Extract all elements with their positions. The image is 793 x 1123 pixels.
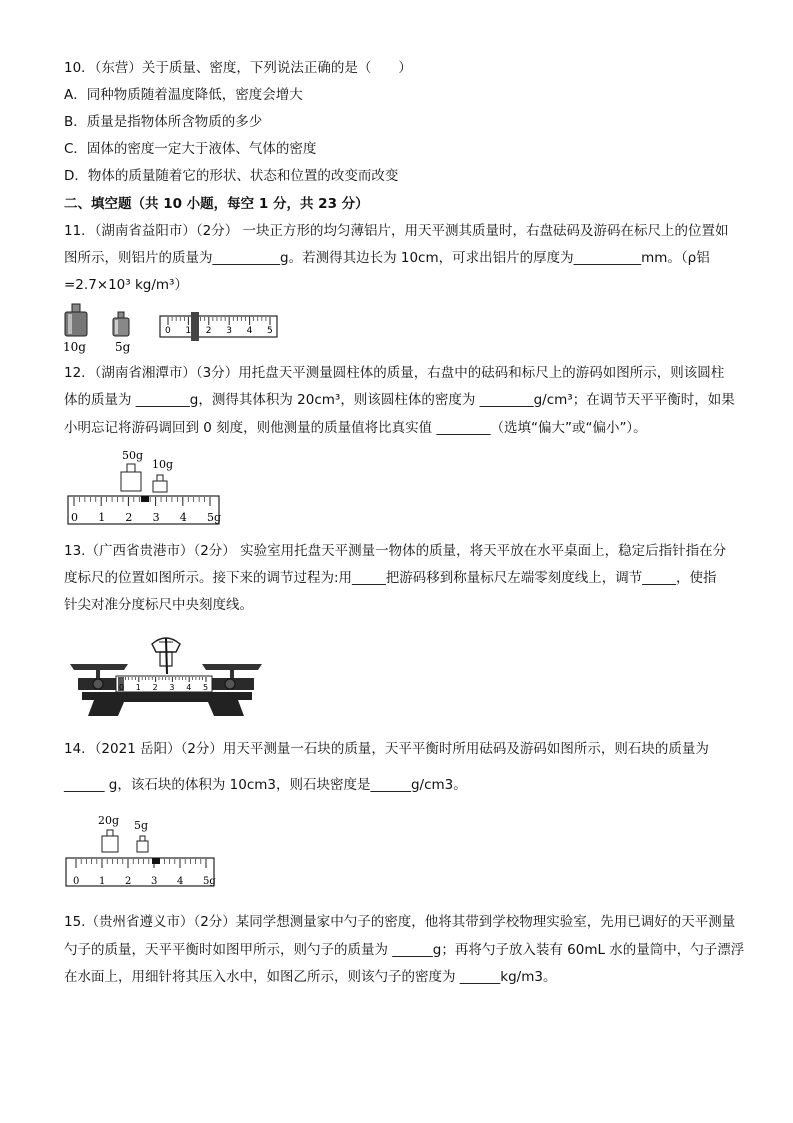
pointer xyxy=(166,638,167,674)
q13-line-1: 13.（广西省贵港市）（2分） 实验室用托盘天平测量一物体的质量，将天平放在水平桌面上，稳定后指针指在分 xyxy=(64,543,727,559)
scale-tick-label: 5g xyxy=(207,511,222,524)
weight-50g xyxy=(121,464,141,491)
q15-line-2: 勺子的质量，天平平衡时如图甲所示，则勺子的质量为 ______g；再将勺子放入装有 60mL 水的量筒中，勺子漂浮 xyxy=(64,942,745,958)
scale-tick-label: 1 xyxy=(99,876,106,887)
beam-scale xyxy=(116,676,212,692)
scale-tick-label: 4 xyxy=(186,683,192,692)
q11-line-3: =2.7×10³ kg/m³） xyxy=(64,277,188,293)
q12-figure xyxy=(64,444,224,528)
scale-tick-label: 5 xyxy=(267,326,273,336)
weight-10g xyxy=(65,304,87,336)
right-pan xyxy=(202,664,262,670)
q12-line-3: 小明忘记将游码调回到 0 刻度，则他测量的质量值将比真实值 ________（选填“偏大”或“偏小”）。 xyxy=(64,420,647,436)
q12-line-1: 12．（湖南省湘潭市）（3分）用托盘天平测量圆柱体的质量，右盘中的砝码和标尺上的游码如图所示，则该圆柱 xyxy=(64,365,725,381)
q15-line-1: 15.（贵州省遵义市）（2分）某同学想测量家中勺子的密度，他将其带到学校物理实验室，先用已调好的天平测量 xyxy=(64,914,736,930)
weight-label-50g: 50g xyxy=(122,449,144,462)
section-title: 二、填空题（共 10 小题，每空 1 分，共 23 分） xyxy=(64,196,369,212)
q14-line-2: ______ g，该石块的体积为 10cm3，则石块密度是______g/cm3。 xyxy=(64,777,467,793)
rider xyxy=(141,496,149,502)
scale-tick-label: 2 xyxy=(125,511,133,524)
q10-option-c: C．固体的密度一定大于液体、气体的密度 xyxy=(64,141,317,157)
weight-20g xyxy=(102,830,118,852)
weight-label-5g: 5g xyxy=(115,340,131,354)
scale-tick-label: 3 xyxy=(151,876,158,887)
q12-scale xyxy=(68,496,221,524)
scale-tick-label: 3 xyxy=(226,326,232,336)
scale-tick-label: 4 xyxy=(179,511,187,524)
scale-tick-label: 1 xyxy=(98,511,106,524)
scale-tick-label: 2 xyxy=(205,326,212,336)
q10-stem: 10．（东营）关于质量、密度，下列说法正确的是（ ） xyxy=(64,60,412,76)
q13-line-3: 针尖对准分度标尺中央刻度线。 xyxy=(64,597,253,613)
q10-option-a: A．同种物质随着温度降低，密度会增大 xyxy=(64,87,303,103)
right-nut xyxy=(225,679,235,689)
q10-option-b: B．质量是指物体所含物质的多少 xyxy=(64,114,263,130)
q14-scale xyxy=(66,858,216,887)
scale-tick-label: 1 xyxy=(135,683,141,692)
scale-tick-label: 2 xyxy=(125,876,132,887)
scale-tick-label: 4 xyxy=(177,876,184,887)
scale-tick-label: 5g xyxy=(203,876,216,887)
q11-figure xyxy=(60,302,290,354)
q14-figure xyxy=(64,812,220,892)
q11-line-1: 11．（湖南省益阳市）（2分） 一块正方形的均匀薄铝片，用天平测其质量时，右盘砝码及游码在标尺上的位置如 xyxy=(64,223,729,239)
scale-tick-label: 3 xyxy=(152,511,160,524)
weight-10g xyxy=(153,475,167,492)
q10-option-d: D．物体的质量随着它的形状、状态和位置的改变而改变 xyxy=(64,168,399,184)
scale-tick-label: 1 xyxy=(185,326,192,336)
scale-tick-label: 4 xyxy=(246,326,253,336)
weight-label-10g: 10g xyxy=(63,340,86,354)
q11-line-2: 图所示，则铝片的质量为__________g。若测得其边长为 10cm，可求出铝片的厚度为__________mm。（ρ铝 xyxy=(64,250,710,266)
scale-tick-label: 5 xyxy=(203,683,209,692)
q13-balance-figure xyxy=(68,630,264,718)
weight-label-20g: 20g xyxy=(98,814,120,827)
base xyxy=(82,692,252,716)
q15-line-3: 在水面上，用细针将其压入水中，如图乙所示，则该勺子的密度为 ______kg/m3。 xyxy=(64,969,557,985)
weight-5g xyxy=(137,836,148,852)
q11-scale xyxy=(160,312,277,341)
weight-label-5g: 5g xyxy=(134,819,149,832)
q14-line-1: 14．（2021 岳阳）（2分）用天平测量一石块的质量，天平平衡时所用砝码及游码如图所示，则石块的质量为 xyxy=(64,741,709,757)
left-pan xyxy=(70,664,128,670)
left-nut xyxy=(93,679,103,689)
scale-tick-label: 0 xyxy=(73,876,80,887)
weight-label-10g: 10g xyxy=(152,458,174,471)
q13-line-2: 度标尺的位置如图所示。接下来的调节过程为:用_____把游码移到称量标尺左端零刻度线上，调节_____，使指 xyxy=(64,570,717,586)
weight-5g xyxy=(113,312,129,336)
scale-tick-label: 0 xyxy=(165,326,171,336)
rider xyxy=(191,312,199,341)
scale-tick-label: 0 xyxy=(71,511,78,524)
rider xyxy=(152,858,160,864)
scale-tick-label: 3 xyxy=(169,683,175,692)
scale-tick-label: 0 xyxy=(119,683,125,692)
scale-tick-label: 2 xyxy=(152,683,158,692)
q12-line-2: 体的质量为 ________g，测得其体积为 20cm³，则该圆柱体的密度为 ________g/cm³；在调节天平平衡时，如果 xyxy=(64,392,735,408)
